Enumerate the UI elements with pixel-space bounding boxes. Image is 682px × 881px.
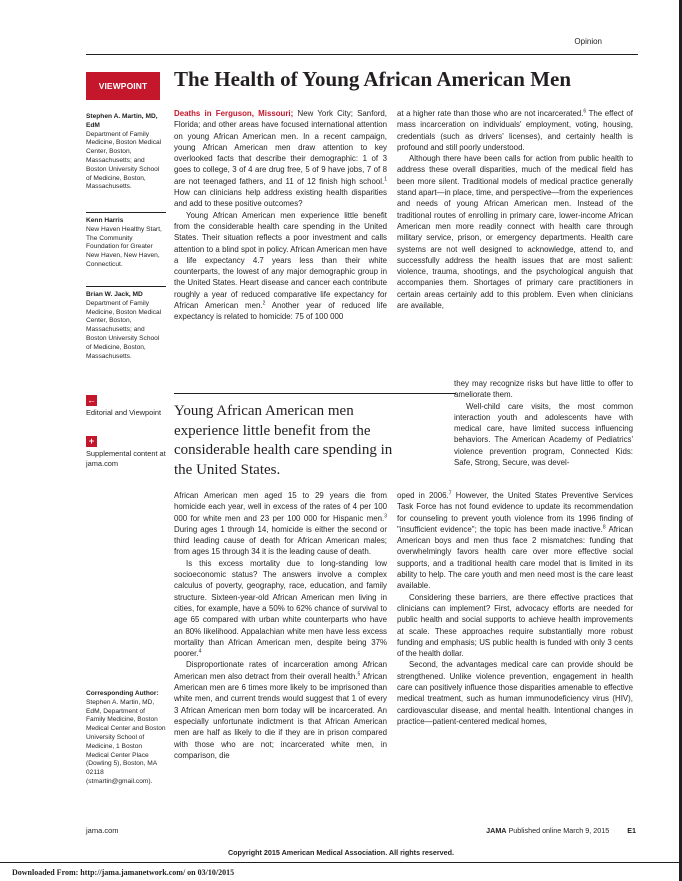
page-number: E1 <box>627 826 636 835</box>
text: Is this excess mortality due to long-standing low socioeconomic status? The answers involve a complex calculus of poverty, geography, race, education, and family structure. Sixteen-year-old African American men living in cities, for example, have a 50% to 62% chance of survival to age 65 compared with urban white counterparts who have an 80% likelihood. Appalachian white men have less excess mortality than African American men, despite being 37% poorer. <box>174 558 387 659</box>
top-rule <box>86 54 638 55</box>
paragraph <box>397 490 633 592</box>
paragraph <box>397 592 633 660</box>
corresponding-author <box>86 690 166 787</box>
paragraph <box>454 401 633 469</box>
author-1 <box>86 113 166 192</box>
text: The effect of mass incarceration on individuals' employment, voting, housing, credentials (such as drivers' licenses), and certainly health is profound and still poorly understood. <box>397 109 633 152</box>
paragraph <box>174 108 387 210</box>
paragraph <box>174 558 387 660</box>
text: African American men aged 15 to 29 years die from homicide each year, well in excess of the rates of 4 per 100 000 for white men and 23 per 100 000 for Hispanic men. <box>174 491 387 523</box>
column-2-top <box>397 108 633 311</box>
text: oped in 2006. <box>397 491 449 500</box>
citation: 2 <box>262 300 266 307</box>
corresponding-text: Stephen A. Martin, MD, EdM, Department of Family Medicine, Boston Medical Center and Boston University School of Medicine, 1 Boston Medical Center Place (Dowling 5), Boston, MA 02118 (stmartin@gmail.com). <box>86 698 166 785</box>
sidebar-rule <box>86 286 166 287</box>
column-1-bottom <box>174 490 387 761</box>
text: at a higher rate than those who are not incarcerated. <box>397 109 584 118</box>
author-affiliation: New Haven Healthy Start, The Community Foundation for Greater New Haven, New Haven, Connecticut. <box>86 225 162 268</box>
copyright: Copyright 2015 American Medical Association. All rights reserved. <box>227 848 455 857</box>
paragraph <box>174 210 387 323</box>
text: Disproportionate rates of incarceration among African American men also detract from their overall health. <box>174 660 387 681</box>
paragraph <box>397 108 633 153</box>
paragraph <box>454 378 633 401</box>
text: During ages 1 through 14, homicide is either the second or third leading cause of death for African American males; from ages 15 through 34 it is the leading cause of death. <box>174 524 387 557</box>
citation: 6 <box>583 108 587 115</box>
column-1-top <box>174 108 387 323</box>
text: How can clinicians help address existing health disparities and add to these positive outcomes? <box>174 188 387 209</box>
column-2-narrow <box>454 378 633 468</box>
paragraph <box>174 490 387 558</box>
footer-journal-info <box>486 826 636 835</box>
lead-in: Deaths in Ferguson, Missouri; <box>174 109 294 118</box>
article-title: The Health of Young African American Men <box>174 67 572 91</box>
pullquote: Young African American men experience little benefit from the considerable health care spending in the United States. <box>174 403 393 478</box>
text: Well-child care visits, the most common interaction youth and adolescents have with medical care, have limited success influencing behaviors. The American Academy of Pediatrics' violence prevention program, Connected Kids: Safe, Strong, Secure, was devel- <box>454 401 633 468</box>
sidebar-rule <box>86 212 166 213</box>
author-affiliation: Department of Family Medicine, Boston Medical Center, Boston, Massachusetts; and Boston University School of Medicine, Boston, Massachusetts. <box>86 299 162 360</box>
author-name: Kenn Harris <box>86 217 124 224</box>
page-frame-bottom <box>0 862 682 863</box>
corresponding-label: Corresponding Author: <box>86 690 159 697</box>
supplemental-link[interactable]: Supplemental content at jama.com <box>86 449 166 468</box>
text: African American men are 6 times more likely to be imprisoned than white men, and current trends would suggest that 1 of every 3 African American men born today will be incarcerated. An especially unfortunate indictment is that African American men are half as likely to die if they are in prison compared with those who are not; incarcerated white men, in comparison, die <box>174 671 388 760</box>
citation: 7 <box>448 490 452 497</box>
text: Second, the advantages medical care can provide should be strengthened. Unlike violence prevention, engagement in health care can positively influence those disparities amenable to effective medical treatment, such as human immunodeficiency virus (HIV), cardiovascular disease, and mental health. Intentional changes in practice—patient-centered medical homes, <box>397 660 633 726</box>
citation: 1 <box>384 176 387 183</box>
citation: 4 <box>198 648 202 655</box>
supplemental-plus-icon: + <box>86 436 97 447</box>
paragraph <box>174 659 387 761</box>
citation: 5 <box>357 671 361 678</box>
text: However, the United States Preventive Services Task Force has not found evidence to update its recommendation for counseling to prevent youth violence from its 1996 finding of "insufficient evidence"; the topic has been made inactive. <box>397 491 633 534</box>
text: Another year of reduced life expectancy is related to homicide: 75 of 100 000 <box>174 301 387 322</box>
section-label: Opinion <box>574 37 602 46</box>
footer-site[interactable]: jama.com <box>86 826 119 835</box>
citation: 3 <box>384 512 387 519</box>
journal-name: JAMA <box>486 826 507 835</box>
author-name: Stephen A. Martin, MD, EdM <box>86 113 158 129</box>
author-2 <box>86 217 166 270</box>
author-affiliation: Department of Family Medicine, Boston Medical Center, Boston, Massachusetts; and Boston University School of Medicine, Boston, Massachusetts. <box>86 130 162 191</box>
pullquote-rule <box>174 393 456 394</box>
published-date: Published online March 9, 2015 <box>508 826 610 835</box>
author-name: Brian W. Jack, MD <box>86 291 143 298</box>
text: Although there have been calls for action from public health to address these overall disparities, much of the medical field has been more silent. Traditional models of medical practice generally stand apart—in place, time, and perspective—from the experiences and needs of young African American men. Instead of the traditional routes of enrolling in primary care, lower-income African American men more readily connect with health care through military service, prison, or emergency departments. Health care systems are not well designed to acknowledge, attend to, and successfully address the health issues that are most salient: violence, trauma, shootings, and the psychological anguish that accompanies them. Shortages of primary care practitioners in certain areas certainly add to this problem. Even when clinicians are available, <box>397 154 633 311</box>
column-2-bottom <box>397 490 633 727</box>
citation: 8 <box>602 524 606 531</box>
editorial-arrow-icon: ← <box>87 395 96 405</box>
text: Young African American men experience little benefit from the considerable health care spending in the United States. Their situation reflects a poor investment and calls attention to a blind spot in policy. African American men have a life expectancy 4.7 years less than their white counterparts, the lowest of any major demographic group in the United States. Heart disease and cancer each contribute roughly a year of reduced comparative life expectancy for African American men. <box>174 210 387 311</box>
viewpoint-tab: VIEWPOINT <box>86 72 160 100</box>
download-notice: Downloaded From: http://jama.jamanetwork.com/ on 03/10/2015 <box>12 868 235 877</box>
paragraph <box>397 659 633 727</box>
paragraph <box>397 153 633 311</box>
text: they may recognize risks but have little to offer to ameliorate them. <box>454 379 633 400</box>
text: African American boys and men thus face 2 mismatches: funding that overwhelmingly favors health care over more effective social supports, and a traditional health care model that is limited in its ability to help. The care youth and men need most is the care least available. <box>397 524 633 591</box>
text: New York City; Sanford, Florida; and other areas have focused international attention on young African American men. In a recent campaign, young African American men draw attention to key overlooked facts that describe their demographic: 1 of 3 goes to college, 3 of 4 are drug free, 5 of 9 have jobs, 7 of 8 are not teenaged fathers, and 11 of 12 finish high school. <box>174 109 387 186</box>
text: Considering these barriers, are there effective practices that clinicians can implement? First, advocacy efforts are needed for public health and social supports to achieve health improvements at scale. These approaches require substantially more robust funding and emphasis; US public health is funded with only 3 cents of the health dollar. <box>397 592 633 659</box>
editorial-link[interactable]: Editorial and Viewpoint <box>86 408 162 417</box>
author-3 <box>86 291 166 361</box>
